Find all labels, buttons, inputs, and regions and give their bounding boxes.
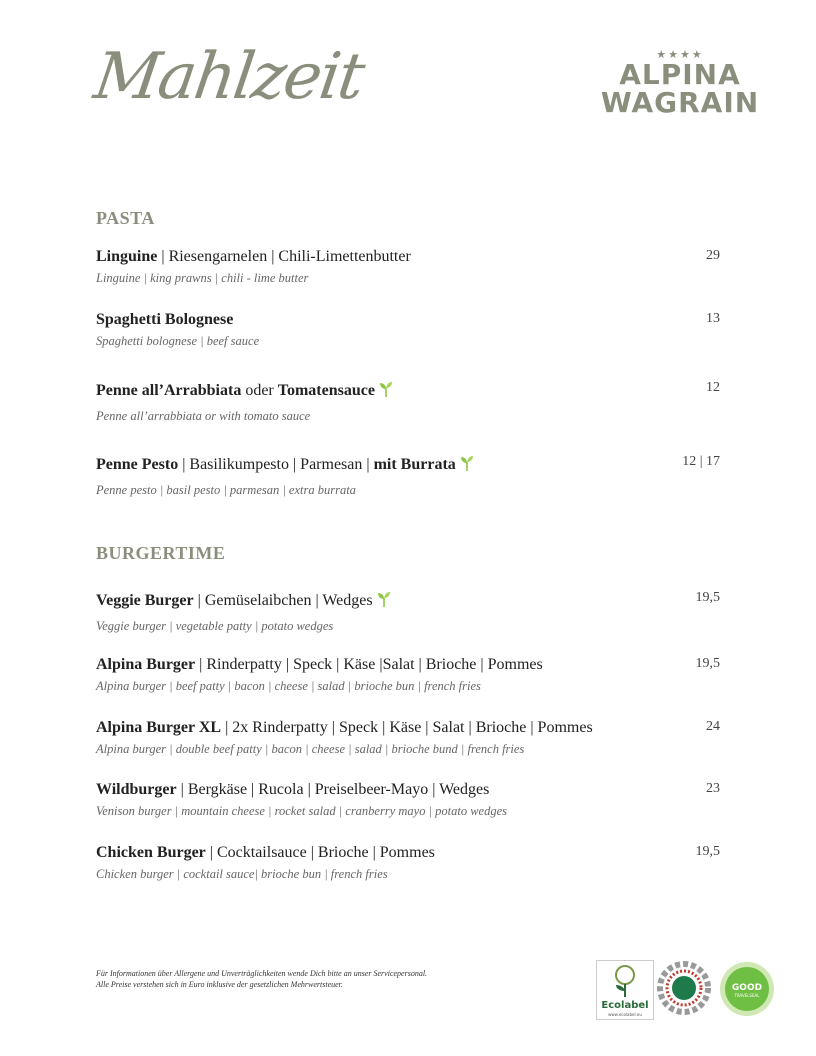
hotel-logo	[600, 48, 760, 117]
sustainability-badge	[656, 960, 712, 1018]
item-desc: | Rinderpatty | Speck | Käse |Salat | Brioche | Pommes	[195, 656, 543, 673]
item-desc: oder	[241, 382, 278, 399]
menu-item	[96, 311, 720, 349]
menu-item	[96, 590, 720, 634]
item-desc: | Cocktailsauce | Brioche | Pommes	[205, 844, 435, 861]
item-name-2: Tomatensauce	[277, 382, 375, 399]
ecolabel-badge	[596, 960, 654, 1020]
item-price: 12	[706, 380, 720, 395]
menu-item	[96, 781, 720, 819]
item-name: Alpina Burger XL	[96, 719, 222, 736]
item-name: Wildburger	[96, 781, 177, 798]
item-translation: Spaghetti bolognese | beef sauce	[96, 334, 260, 348]
ecolabel-text: Ecolabel	[601, 1000, 649, 1011]
page-title: Mahlzeit	[89, 40, 368, 114]
logo-line-2: WAGRAIN	[600, 86, 760, 119]
menu-item	[96, 454, 720, 498]
ecolabel-flower-icon	[597, 961, 653, 1019]
vegetarian-sprout-icon	[377, 590, 391, 608]
item-desc: | Gemüselaibchen | Wedges	[193, 592, 373, 609]
price-note: Alle Preise verstehen sich in Euro inklusive der gesetzlichen Mehrwertsteuer.	[96, 980, 343, 989]
item-price: 19,5	[695, 590, 720, 605]
item-name: Chicken Burger	[96, 844, 206, 861]
item-name: Penne Pesto	[96, 456, 179, 473]
menu-item	[96, 380, 720, 424]
item-price: 23	[706, 781, 720, 796]
item-price: 19,5	[695, 656, 720, 671]
item-name: Penne all’Arrabbiata	[96, 382, 242, 399]
menu-item	[96, 248, 720, 286]
item-translation: Penne all’arrabbiata or with tomato sauce	[96, 409, 311, 423]
item-name: Alpina Burger	[96, 656, 196, 673]
allergen-note: Für Informationen über Allergene und Unverträglichkeiten wende Dich bitte an unser Servicepersonal.	[96, 969, 428, 978]
item-price: 19,5	[695, 844, 720, 859]
star-rating: ★★★★	[656, 48, 704, 61]
item-price: 13	[706, 311, 720, 326]
section-title-pasta: PASTA	[96, 208, 155, 228]
good-travel-seal-icon	[718, 960, 776, 1018]
vegetarian-sprout-icon	[460, 454, 474, 472]
item-translation: Venison burger | mountain cheese | rocket salad | cranberry mayo | potato wedges	[96, 804, 508, 818]
item-translation: Alpina burger | double beef patty | bacon | cheese | salad | brioche bund | french fries	[96, 742, 525, 756]
item-price: 24	[706, 719, 720, 734]
item-price: 12 | 17	[682, 454, 720, 469]
menu-item	[96, 719, 720, 757]
item-translation: Veggie burger | vegetable patty | potato wedges	[96, 619, 334, 633]
item-name-2: mit Burrata	[373, 456, 456, 473]
item-translation: Alpina burger | beef patty | bacon | cheese | salad | brioche bun | french fries	[96, 679, 481, 693]
item-translation: Penne pesto | basil pesto | parmesan | extra burrata	[96, 483, 356, 497]
good-sub-text: TRAVELSEAL	[734, 993, 760, 998]
good-travel-seal-badge	[718, 960, 776, 1018]
item-translation: Linguine | king prawns | chili - lime butter	[96, 271, 309, 285]
item-price: 29	[706, 248, 720, 263]
menu-item	[96, 844, 720, 882]
sustainability-wreath-icon	[656, 960, 712, 1018]
item-desc: | Riesengarnelen | Chili-Limettenbutter	[157, 248, 411, 265]
item-desc: | 2x Rinderpatty | Speck | Käse | Salat | Brioche | Pommes	[221, 719, 593, 736]
menu-item	[96, 656, 720, 694]
footer-note	[96, 968, 427, 990]
logo-line-1: ALPINA	[619, 58, 741, 91]
item-name: Linguine	[96, 248, 158, 265]
ecolabel-url: www.ecolabel.eu	[608, 1012, 642, 1017]
item-desc: | Basilikumpesto | Parmesan |	[178, 456, 374, 473]
good-text: GOOD	[731, 983, 763, 993]
item-name: Spaghetti Bolognese	[96, 311, 234, 328]
section-title-burgertime: BURGERTIME	[96, 543, 226, 563]
item-name: Veggie Burger	[96, 592, 194, 609]
item-translation: Chicken burger | cocktail sauce| brioche bun | french fries	[96, 867, 388, 881]
item-desc: | Bergkäse | Rucola | Preiselbeer-Mayo | Wedges	[176, 781, 490, 798]
vegetarian-sprout-icon	[379, 380, 393, 398]
